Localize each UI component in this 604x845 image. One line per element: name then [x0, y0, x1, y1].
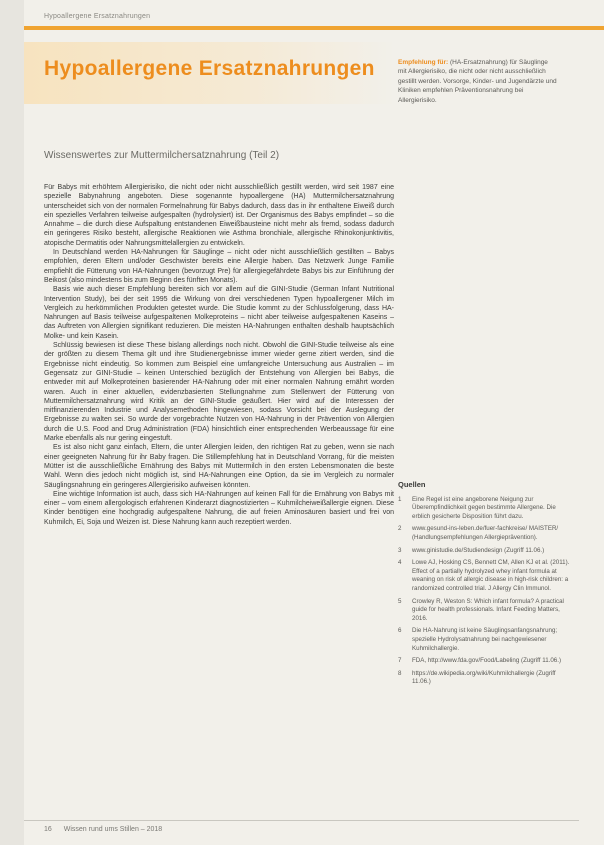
body-paragraph: Für Babys mit erhöhtem Allergierisiko, die nicht oder nicht ausschließlich gestillt werden, wird seit 1987 eine spezielle Babynahrung angeboten. Diese sogenannte hypoallergene (HA) Muttermilchersatznahrung unterscheidet sich von der normalen Formelnahrung für Babys dadurch, dass das in ihr enthaltene Eiweiß durch ein spezielles Verfahren teilweise aufgespalten (hydrolysiert) ist. Der Organismus des Babys empfindet – so die Annahme – die durch diese Aufspaltung entstandenen Eiweißbausteine nicht mehr als fremd, sodass dadurch ein geringeres Risiko besteht, allergische Reaktionen wie Asthma bronchiale, allergische Rhinokonjunktivitis, atopische Dermatitis oder Nahrungsmittelallergien zu entwickeln.	[44, 184, 394, 247]
body-paragraph: Schlüssig bewiesen ist diese These bislang allerdings noch nicht. Obwohl die GINI-Studie teilweise als eine der größten zu diesem Thema gilt und ihre Studienergebnisse immer wieder gerne zitiert werden, sind die Ergebnisse nicht eindeutig. So kommen zum Beispiel eine umfangreiche Untersuchung aus Australien – im Gegensatz zur GINI-Studie – keinen Unterschied bezüglich der Entstehung von Allergien bei Babys, die entweder mit auf Molkeproteinen basierender HA-Nahrung oder mit einer normalen Nahrung ernährt worden waren. Auch in einer aktuellen, evidenzbasierten Stellungnahme zum Stellenwert der Fütterung von Muttermilchersatznahrung wird Kritik an der GINI-Studie geäußert. Hier wird auf die Interessen der mitfinanzierenden Industrie und Analysemethoden hingewiesen, sodass Vorsicht bei der Auslegung der Ergebnisse zu walten sei. So wurde der vorgebrachte Nutzen von HA-Nahrung in der Prävention von Allergien durch die U.S. Food and Drug Administration (FDA) hinsichtlich einer entsprechenden Werbeaussage für eine Marke ebenfalls als nur gering eingestuft.	[44, 342, 394, 443]
body-paragraph: Eine wichtige Information ist auch, dass sich HA-Nahrungen auf keinen Fall für die Ernährung von Babys mit einer – vom einem allergologisch erfahrenen Kinderarzt diagnostizierten – Kuhmilcheiweißallergie eignen. Diese Kinder benötigen eine hochgradig aufgespaltene Nahrung, die auf freien Aminosäuren basiert und frei von Kuhmilch, Ei, Soja und Weizen ist. Diese Nahrung kann auch rezeptiert werden.	[44, 490, 394, 526]
source-text: Crowley R, Weston S: Which infant formula? A practical guide for health professionals. Infant Feeding Matters, 2016.	[412, 597, 564, 622]
page-footer	[44, 826, 162, 833]
source-item	[398, 598, 574, 624]
header-rule	[24, 26, 604, 30]
source-number: 7	[398, 657, 402, 665]
source-item	[398, 496, 574, 522]
source-item	[398, 547, 574, 556]
footer-rule	[24, 820, 579, 821]
sources-list	[398, 496, 574, 687]
source-item	[398, 525, 574, 542]
source-number: 6	[398, 627, 402, 635]
source-item	[398, 559, 574, 593]
source-text: Lowe AJ, Hosking CS, Bennett CM, Allen KJ et al. (2011). Effect of a partially hydrolyzed whey infant formula at weaning on risk of allergic disease in high-risk children: a randomized controlled trial. J Allergy Clin Immunol.	[412, 559, 570, 592]
info-box-heading: Empfehlung für:	[398, 59, 449, 66]
sources-box	[398, 481, 574, 691]
source-item	[398, 670, 574, 687]
publication-name: Wissen rund ums Stillen – 2018	[63, 826, 163, 833]
source-item	[398, 657, 574, 666]
source-text: www.gesund-ins-leben.de/fuer-fachkreise/ MAISTER/ (Handlungsempfehlungen Allergieprävention).	[412, 525, 559, 541]
source-number: 3	[398, 546, 402, 554]
page-title: Hypoallergene Ersatznahrungen	[44, 57, 375, 80]
page-gutter	[0, 0, 24, 845]
running-head: Hypoallergene Ersatznahrungen	[44, 13, 151, 20]
source-number: 2	[398, 525, 402, 533]
source-number: 1	[398, 495, 402, 503]
info-box	[398, 58, 558, 105]
article-body	[44, 183, 394, 527]
section-title: Wissenswertes zur Muttermilchersatznahrung (Teil 2)	[44, 150, 280, 161]
body-paragraph: In Deutschland werden HA-Nahrungen für Säuglinge – nicht oder nicht ausschließlich gestillten – Babys empfohlen, deren Eltern und/oder Geschwister bereits eine Allergie haben. Das Netzwerk Junge Familie empfiehlt die Fütterung von HA-Nahrungen (bevorzugt Pre) für allergiegefährdete Babys bis zur Einführung der Beikost (also mindestens bis zum Beginn des fünften Monats).	[44, 249, 394, 284]
source-text: https://de.wikipedia.org/wiki/Kuhmilchallergie (Zugriff 11.06.)	[412, 669, 556, 686]
source-item	[398, 627, 574, 653]
page-number: 16	[44, 826, 52, 833]
info-box-text: (HA-Ersatznahrung) für Säuglinge mit Allergierisiko, die nicht oder nicht ausschließlich gestillt werden. Vorsorge, Kinder- und Jugendärzte und Kliniken empfehlen Präventionsnahrung bei Allergierisiko.	[398, 59, 557, 104]
sources-heading: Quellen	[398, 480, 426, 489]
source-text: www.ginistudie.de/Studiendesign (Zugriff 11.06.)	[412, 546, 545, 554]
source-text: Die HA-Nahrung ist keine Säuglingsanfangsnahrung; spezielle Hydrolysatnahrung bei nachgewiesener Kuhmilchallergie.	[412, 627, 558, 652]
source-text: FDA, http://www.fda.gov/Food/Labeling (Zugriff 11.06.)	[412, 657, 562, 665]
source-number: 8	[398, 669, 402, 677]
body-paragraph: Basis wie auch dieser Empfehlung bereiten sich vor allem auf die GINI-Studie (German Infant Nutritional Intervention Study), bei der seit 1995 die Wirkung von drei verschiedenen Typen hypoallergener Milch im Vergleich zu herkömmlichen Produkten getestet wurde. Die Studie kommt zu der Schlussfolgerung, dass HA-Nahrungen auf Basis teilweise aufgespaltenen Molkeproteins – nicht aber teilweise aufgespaltenen Kaseins – das Auftreten von Allergien signifikant reduzieren. Die meisten HA-Nahrungen enthalten deshalb hauptsächlich Molke- und kein Kasein.	[44, 286, 394, 340]
source-number: 5	[398, 597, 402, 605]
body-paragraph: Es ist also nicht ganz einfach, Eltern, die unter Allergien leiden, den richtigen Rat zu geben, wenn sie nach einer geeigneten Nahrung für ihr Baby fragen. Die Stillempfehlung hat in Deutschland Vorrang, für die meisten Mütter ist die ausschließliche Ernährung des Babys mit Muttermilch in den ersten Lebensmonaten die beste Wahl. Wenn dies jedoch nicht möglich ist, sind HA-Nahrungen eine Option, da sie im Vergleich zu normaler Säuglingsnahrung ein geringeres Allergierisiko aufweisen könnten.	[44, 444, 394, 489]
source-number: 4	[398, 559, 402, 567]
source-text: Eine Regel ist eine angeborene Neigung zur Überempfindlichkeit gegen bestimmte Allergene. Die erblich gesicherte Disposition führt dazu.	[412, 495, 556, 520]
